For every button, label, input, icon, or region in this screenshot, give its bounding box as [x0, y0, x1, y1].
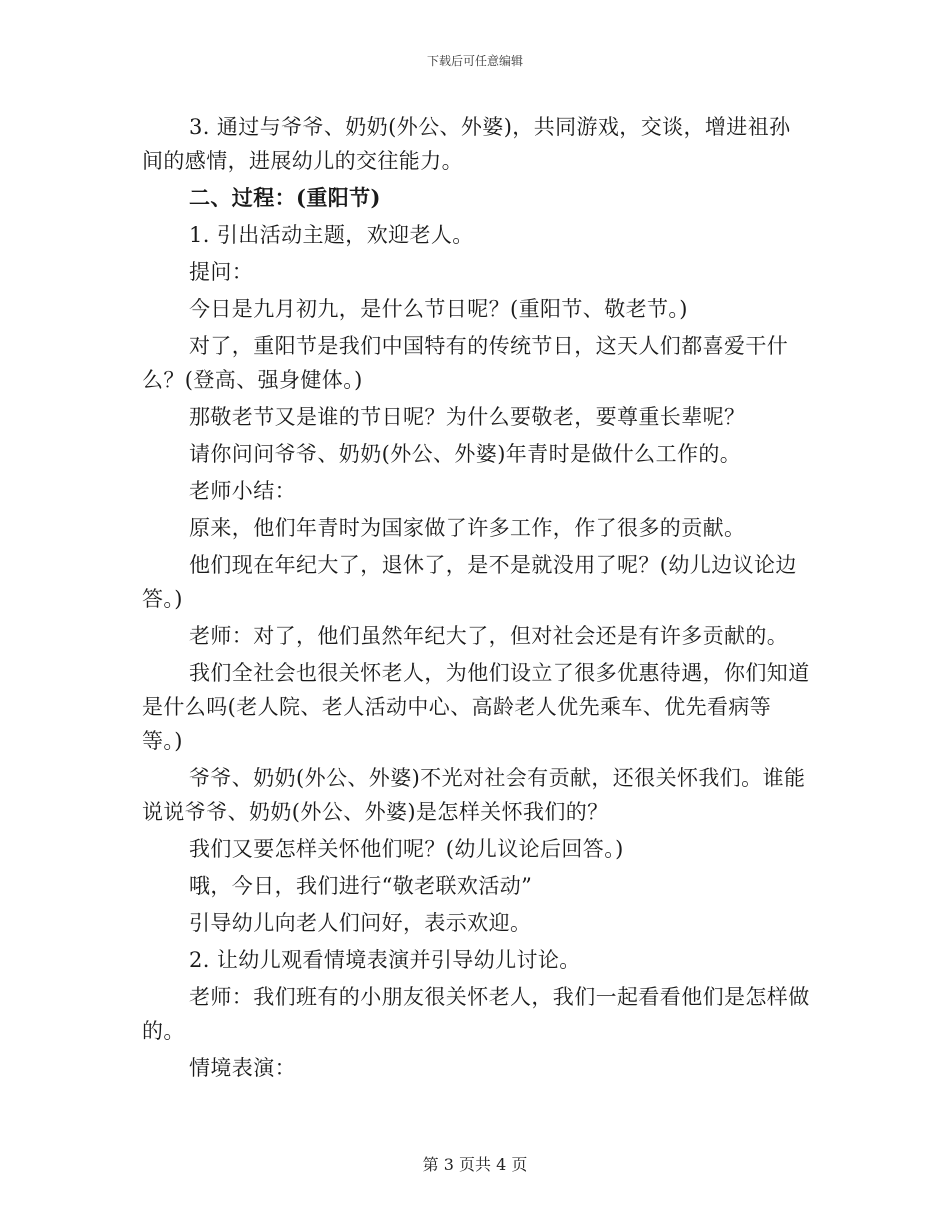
paragraph: 原来，他们年青时为国家做了许多工作，作了很多的贡献。: [189, 516, 746, 540]
paragraph: 爷爷、奶奶(外公、外婆)不光对社会有贡献，还很关怀我们。谁能说说爷爷、奶奶(外公、外婆)是怎样关怀我们的？: [142, 766, 806, 824]
paragraph-step-1: 1. 引出活动主题，欢迎老人。: [189, 223, 474, 247]
paragraph-summary-label: 老师小结：: [189, 479, 296, 503]
section-heading-process: 二、过程：(重阳节): [189, 185, 381, 210]
paragraph-goal-3: 3. 通过与爷爷、奶奶(外公、外婆)，共同游戏，交谈，增进祖孙间的感情，进展幼儿的交往能力。: [142, 115, 791, 173]
paragraph: 今日是九月初九，是什么节日呢？(重阳节、敬老节。): [189, 297, 688, 321]
paragraph: 那敬老节又是谁的节日呢？为什么要敬老，要尊重长辈呢？: [189, 405, 746, 429]
document-body: [142, 110, 810, 1088]
paragraph: 引导幼儿向老人们问好，表示欢迎。: [189, 911, 532, 935]
paragraph-scenario-label: 情境表演：: [189, 1056, 296, 1080]
paragraph: 对了，重阳节是我们中国特有的传统节日，这天人们都喜爱干什么？(登高、强身健体。): [142, 334, 789, 392]
paragraph: 我们全社会也很关怀老人，为他们设立了很多优惠待遇，你们知道是什么吗(老人院、老人活动中心、高龄老人优先乘车、优先看病等等。): [142, 661, 810, 753]
paragraph: 老师：我们班有的小朋友很关怀老人，我们一起看看他们是怎样做的。: [142, 985, 810, 1043]
paragraph: 请你问问爷爷、奶奶(外公、外婆)年青时是做什么工作的。: [189, 442, 742, 466]
page-header-note: 下载后可任意编辑: [426, 54, 523, 68]
paragraph: 哦，今日，我们进行“敬老联欢活动”: [189, 874, 533, 898]
paragraph-step-2: 2. 让幼儿观看情境表演并引导幼儿讨论。: [189, 948, 581, 972]
paragraph: 他们现在年纪大了，退休了，是不是就没用了呢？(幼儿边议论边答。): [142, 553, 797, 611]
paragraph: 老师：对了，他们虽然年纪大了，但对社会还是有许多贡献的。: [189, 624, 789, 648]
paragraph-question-label: 提问：: [189, 260, 254, 284]
paragraph: 我们又要怎样关怀他们呢？(幼儿议论后回答。): [189, 837, 624, 861]
page-number: 第 3 页共 4 页: [422, 1155, 528, 1174]
